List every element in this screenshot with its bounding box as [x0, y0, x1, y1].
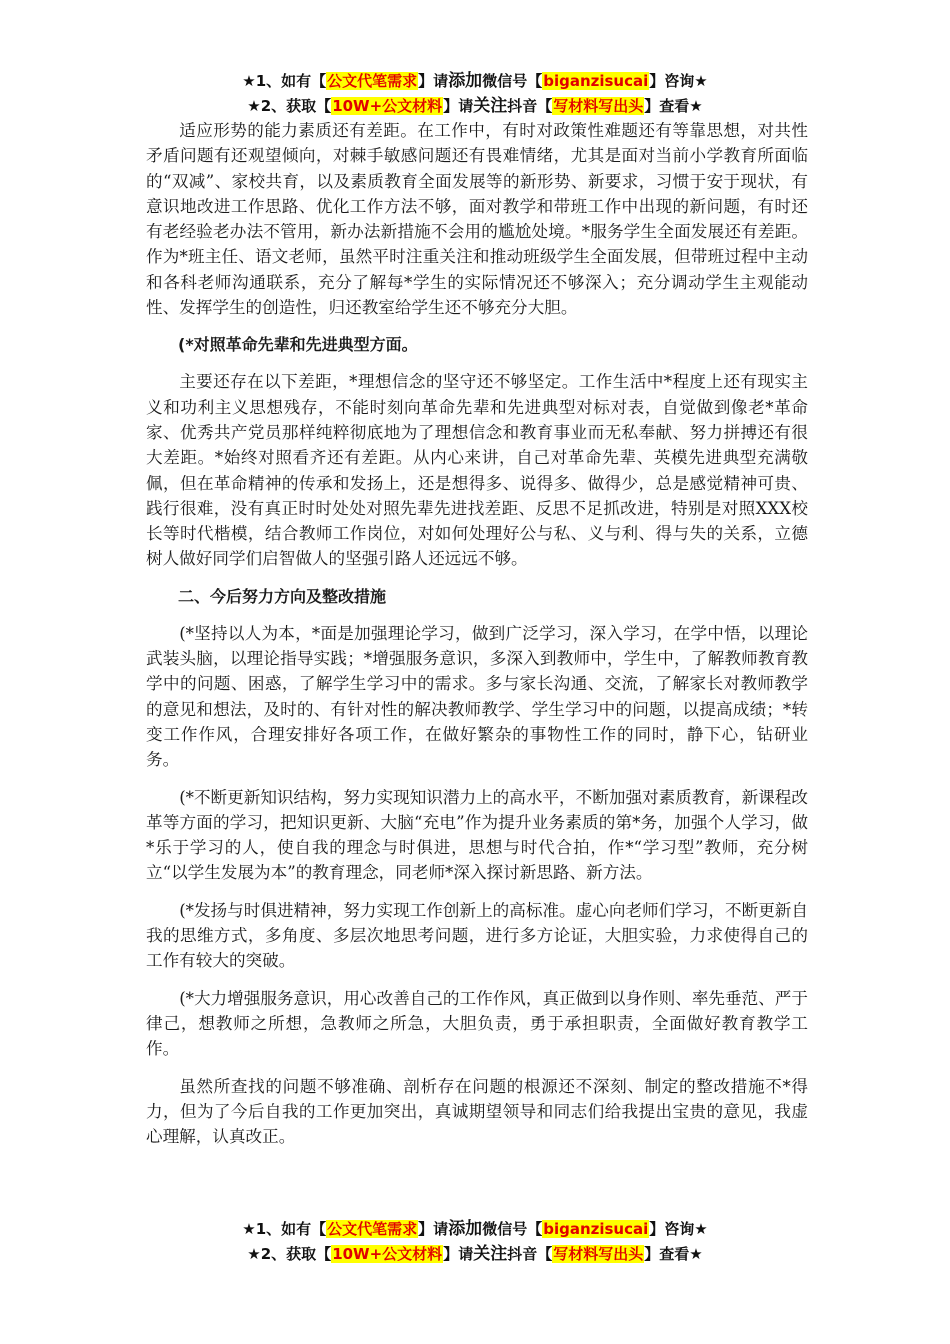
- banner-text: 】请: [443, 97, 474, 115]
- banner-text: 】请: [418, 72, 449, 90]
- banner-highlight: 写材料写出头: [553, 97, 644, 115]
- banner-text: ★2、获取【: [247, 1245, 332, 1263]
- paragraph: (*不断更新知识结构，努力实现知识潜力上的高水平，不断加强对素质教育，新课程改革等方面的学习，把知识更新、大脑“充电”作为提升业务素质的第*务，加强个人学习，做*乐于学习的人，使自我的理念与时俱进，思想与时代合拍，作*“学习型”教师，充分树立“以学生发展为本”的教育理念，同老师*深入探讨新思路、新方法。: [146, 787, 808, 883]
- banner-text: 微信号【: [482, 72, 543, 90]
- banner-highlight: 公文代笔需求: [327, 1220, 418, 1238]
- paragraph: (*发扬与时俱进精神，努力实现工作创新上的高标准。虚心向老师们学习，不断更新自我的思维方式，多角度、多层次地思考问题，进行多方论证，大胆实验，力求使得自己的工作有较大的突破。: [146, 900, 808, 971]
- banner-highlight: 10W+公文材料: [332, 97, 443, 115]
- banner-text: 】请: [418, 1220, 449, 1238]
- paragraph: (*坚持以人为本，*面是加强理论学习，做到广泛学习，深入学习，在学中悟，以理论武装头脑，以理论指导实践；*增强服务意识，多深入到教师中，学生中，了解教师教育教学中的问题、困惑，了解学生学习中的需求。多与家长沟通、交流，了解家长对教师教学的意见和想法，及时的、有针对性的解决教师教学、学生学习中的问题，以提高成绩；*转变工作作风，合理安排好各项工作，在做好繁杂的事物性工作的同时，静下心，钻研业务。: [146, 623, 808, 770]
- banner-text: 】查看★: [644, 97, 703, 115]
- document-body: [146, 118, 808, 1161]
- banner-text: 】咨询★: [649, 1220, 708, 1238]
- paragraph: 虽然所查找的问题不够准确、剖析存在问题的根源还不深刻、制定的整改措施不*得力，但为了今后自我的工作更加突出，真诚期望领导和同志们给我提出宝贵的意见，我虚心理解，认真改正。: [146, 1076, 808, 1147]
- banner-text: 】咨询★: [649, 72, 708, 90]
- banner-text: ★1、如有【: [242, 1220, 327, 1238]
- banner-highlight: 10W+公文材料: [332, 1245, 443, 1263]
- banner-emphasis: 关注: [473, 96, 508, 116]
- banner-highlight: biganzisucai: [543, 72, 649, 90]
- section-heading: 二、今后努力方向及整改措施: [178, 586, 387, 606]
- bottom-banner-line-1: [0, 1218, 950, 1240]
- banner-text: 微信号【: [482, 1220, 543, 1238]
- banner-highlight: 写材料写出头: [553, 1245, 644, 1263]
- banner-text: ★2、获取【: [247, 97, 332, 115]
- section-heading: (*对照革命先辈和先进典型方面。: [178, 335, 418, 355]
- banner-emphasis: 关注: [473, 1244, 508, 1264]
- top-banner-line-1: [0, 70, 950, 92]
- banner-emphasis: 添加: [448, 71, 483, 91]
- banner-emphasis: 添加: [448, 1219, 483, 1239]
- banner-text: 抖音【: [507, 97, 553, 115]
- banner-highlight: biganzisucai: [543, 1220, 649, 1238]
- banner-text: 】查看★: [644, 1245, 703, 1263]
- bottom-banner-line-2: [0, 1243, 950, 1265]
- banner-highlight: 公文代笔需求: [327, 72, 418, 90]
- paragraph: 适应形势的能力素质还有差距。在工作中，有时对政策性难题还有等靠思想，对共性矛盾问题有还观望倾向，对棘手敏感问题还有畏难情绪，尤其是面对当前小学教育所面临的“双减”、家校共育，以及素质教育全面发展等的新形势、新要求，习惯于安于现状，有意识地改进工作思路、优化工作方法不够，面对教学和带班工作中出现的新问题，有时还有老经验老办法不管用，新办法新措施不会用的尴尬处境。*服务学生全面发展还有差距。作为*班主任、语文老师，虽然平时注重关注和推动班级学生全面发展，但带班过程中主动和各科老师沟通联系，充分了解每*学生的实际情况还不够深入；充分调动学生主观能动性、发挥学生的创造性，归还教室给学生还不够充分大胆。: [146, 121, 808, 318]
- banner-text: 】请: [443, 1245, 474, 1263]
- paragraph: 主要还存在以下差距，*理想信念的坚守还不够坚定。工作生活中*程度上还有现实主义和功利主义思想残存，不能时刻向革命先辈和先进典型对标对表，自觉做到像老*革命家、优秀共产党员那样纯粹彻底地为了理想信念和教育事业而无私奉献、努力拼搏还有很大差距。*始终对照看齐还有差距。从内心来讲，自己对革命先辈、英模先进典型充满敬佩，但在革命精神的传承和发扬上，还是想得多、说得多、做得少，总是感觉精神可贵、践行很难，没有真正时时处处对照先辈先进找差距、反思不足抓改进，特别是对照XXX校长等时代楷模，结合教师工作岗位，对如何处理好公与私、义与利、得与失的关系，立德树人做好同学们启智做人的坚强引路人还远远不够。: [146, 372, 808, 569]
- paragraph: (*大力增强服务意识，用心改善自己的工作作风，真正做到以身作则、率先垂范、严于律己，想教师之所想，急教师之所急，大胆负责，勇于承担职责，全面做好教育教学工作。: [146, 988, 808, 1059]
- banner-text: 抖音【: [507, 1245, 553, 1263]
- top-banner-line-2: [0, 95, 950, 117]
- banner-text: ★1、如有【: [242, 72, 327, 90]
